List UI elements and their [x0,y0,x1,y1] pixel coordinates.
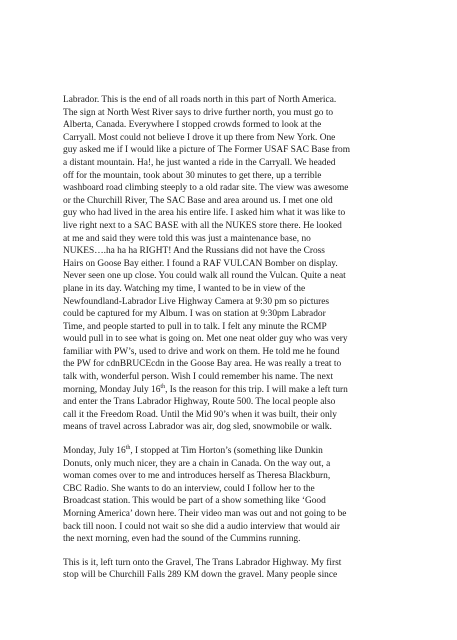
document-body [63,94,409,593]
text-line: CBC Radio. She wants to do an interview, could I follow her to the [63,483,315,494]
text-line: woman comes over to me and introduces herself as Theresa Blackburn, [63,471,331,482]
text-line: Alberta, Canada. Everywhere I stopped crowds formed to look at the [63,120,322,131]
text-line: morning, Monday July 16th, Is the reason for this trip. I will make a left turn [63,383,348,395]
text-line: plane in its day. Watching my time, I wanted to be in view of the [63,283,306,294]
text-line: stop will be Churchill Falls 289 KM down the gravel. Many people since [63,570,338,581]
text-line: familiar with PW’s, used to drive and work on them. He told me he found [63,346,340,357]
text-line: talk with, wonderful person. Wish I could remember his name. The next [63,372,334,383]
text-line: washboard road climbing steeply to a old radar site. The view was awesome [63,183,349,194]
text-line: Morning America’ down here. Their video man was out and not going to be [63,509,347,519]
text-line: Monday, July 16th, I stopped at Tim Horton’s (something like Dunkin [63,444,323,457]
text-line: the next morning, even had the sound of the Cummins running. [63,534,301,545]
text-line: and enter the Trans Labrador Highway, Route 500. The local people also [63,397,336,408]
text-line: would pull in to see what is going on. Met one neat older guy who was very [63,334,348,345]
text-line: guy who had lived in the area his entire life. I asked him what it was like to [63,208,346,219]
text-line: call it the Freedom Road. Until the Mid 90’s when it was built, their only [63,409,337,420]
text-line: Broadcast station. This would be part of a show something like ‘Good [63,496,326,507]
text-line: NUKES….ha ha ha RIGHT! And the Russians did not have the Cross [63,246,325,257]
text-line: a distant mountain. Ha!, he just wanted a ride in the Carryall. We headed [63,157,336,168]
text-line: the PW for cdnBRUCEcdn in the Goose Bay area. He was really a treat to [63,359,342,370]
text-line: Labrador. This is the end of all roads north in this part of North America. [63,95,337,105]
text-line: at me and said they were told this was just a maintenance base, no [63,233,311,244]
text-line: Donuts, only much nicer, they are a chain in Canada. On the way out, a [63,458,331,469]
text-line: or the Churchill River, The SAC Base and area around us. I met one old [63,195,333,206]
text-line: Hairs on Goose Bay either. I found a RAF VULCAN Bomber on display. [63,258,338,269]
text-line: means of travel across Labrador was air, dog sled, snowmobile or walk. [63,422,332,433]
text-line: Never seen one up close. You could walk all round the Vulcan. Quite a neat [63,271,346,282]
text-line: This is it, left turn onto the Gravel, The Trans Labrador Highway. My first [63,557,342,568]
text-line: live right next to a SAC BASE with all the NUKES store there. He looked [63,220,342,231]
text-line: guy asked me if I would like a picture of The Former USAF SAC Base from [63,145,351,156]
text-line: off for the mountain, took about 30 minutes to get there, up a terrible [63,170,322,181]
text-line: Carryall. Most could not believe I drove it up there from New York. One [63,132,336,143]
text-line: could be captured for my Album. I was on station at 9:30pm Labrador [63,309,326,320]
text-line: The sign at North West River says to drive further north, you must go to [63,107,334,118]
text-line: Newfoundland-Labrador Live Highway Camera at 9:30 pm so pictures [63,296,330,307]
paragraph [63,94,409,434]
paragraph [63,557,409,582]
paragraph [63,445,409,546]
text-line: back till noon. I could not wait so she did a audio interview that would air [63,521,341,532]
text-line: Time, and people started to pull in to talk. I felt any minute the RCMP [63,321,327,332]
